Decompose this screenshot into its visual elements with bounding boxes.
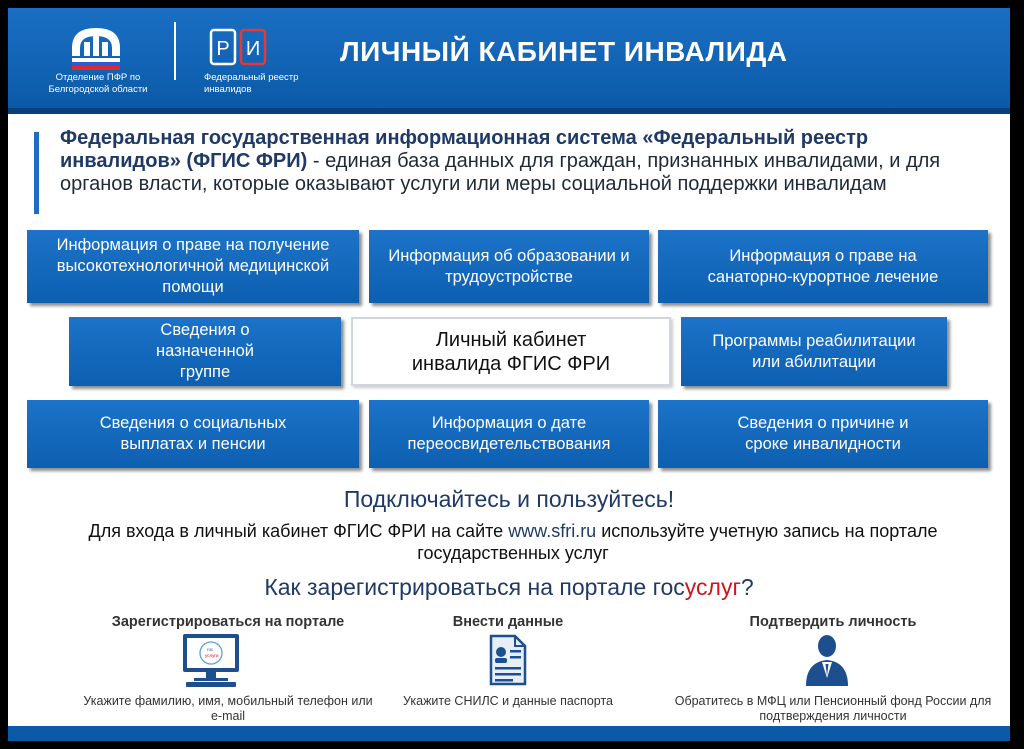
howreg-after: ? [740, 574, 754, 600]
document-icon [485, 632, 531, 688]
howreg-before: Как зарегистрироваться на портале гос [264, 574, 685, 600]
box-education-employment [369, 230, 649, 303]
fri-logo-letter-i: И [245, 38, 261, 60]
fri-logo-icon [208, 24, 270, 70]
box-group-label: Сведения о назначенной группе [156, 321, 254, 381]
intro-text [60, 127, 990, 196]
box-hightech-label: Информация о праве на получение высокотехнологичной медицинской помощи [56, 236, 330, 296]
box-hightech-care [27, 230, 359, 303]
box-payments-label: Сведения о социальных выплатах и пенсии [99, 414, 287, 453]
fri-caption: Федеральный реестр инвалидов [204, 72, 299, 95]
page-title: ЛИЧНЫЙ КАБИНЕТ ИНВАЛИДА [340, 36, 788, 67]
login-text-after: используйте учетную запись на портале государственных услуг [417, 521, 938, 563]
intro-accent-bar [34, 132, 39, 214]
box-center-label: Личный кабинет инвалида ФГИС ФРИ [411, 328, 611, 375]
header-banner [8, 8, 1010, 108]
box-reexam-label: Информация о дате переосвидетельствования [407, 414, 611, 453]
pfr-logo-icon [64, 22, 128, 72]
box-rehabilitation [681, 317, 947, 386]
box-cause-label: Сведения о причине и сроке инвалидности [737, 414, 909, 453]
how-to-register-heading [8, 574, 1010, 601]
connect-heading: Подключайтесь и пользуйтесь! [343, 486, 675, 512]
sfri-link[interactable]: www.sfri.ru [508, 521, 597, 541]
intro-rest: - единая база данных для граждан, признанных инвалидами, и для органов власти, которые оказывают услуги или меры социальной поддержки инвалидам [60, 150, 941, 195]
intro-bold: Федеральная государственная информационная система «Федеральный реестр инвалидов» (ФГИС ФРИ) [60, 127, 869, 172]
step-register-title: Зарегистрироваться на портале [111, 614, 345, 630]
person-icon [802, 632, 852, 688]
step-verify-title: Подтвердить личность [749, 614, 917, 630]
box-disability-cause [658, 400, 988, 468]
header-stripe [8, 108, 1010, 114]
step-data-desc: Укажите СНИЛС и данные паспорта [403, 694, 613, 708]
computer-icon [180, 632, 242, 688]
box-rehab-label: Программы реабилитации или абилитации [712, 331, 916, 371]
infographic-page [8, 8, 1010, 741]
box-personal-account [351, 317, 671, 386]
box-payments-pension [27, 400, 359, 468]
box-assigned-group [69, 317, 341, 386]
box-sanatorium [658, 230, 988, 303]
login-text-before: Для входа в личный кабинет ФГИС ФРИ на сайте [88, 521, 509, 541]
bottom-bar [8, 726, 1010, 741]
step-register-desc: Укажите фамилию, имя, мобильный телефон или e-mail [83, 694, 373, 723]
gosuslugi-screen-text-2: услуги [205, 653, 219, 658]
pfr-caption: Отделение ПФР по Белгородской области [48, 72, 148, 95]
box-reexamination-date [369, 400, 649, 468]
gosuslugi-screen-text-1: гос [207, 647, 214, 652]
header-divider [174, 22, 176, 80]
box-sanatorium-label: Информация о праве на санаторно-курортное лечение [707, 246, 939, 286]
box-education-label: Информация об образовании и трудоустройстве [388, 246, 630, 286]
step-data-title: Внести данные [452, 614, 564, 630]
fri-logo-letter-r: Р [216, 38, 230, 60]
login-instructions [38, 520, 988, 564]
step-verify-desc: Обратитесь в МФЦ или Пенсионный фонд России для подтверждения личности [674, 694, 992, 723]
howreg-red: услуг [684, 574, 741, 600]
